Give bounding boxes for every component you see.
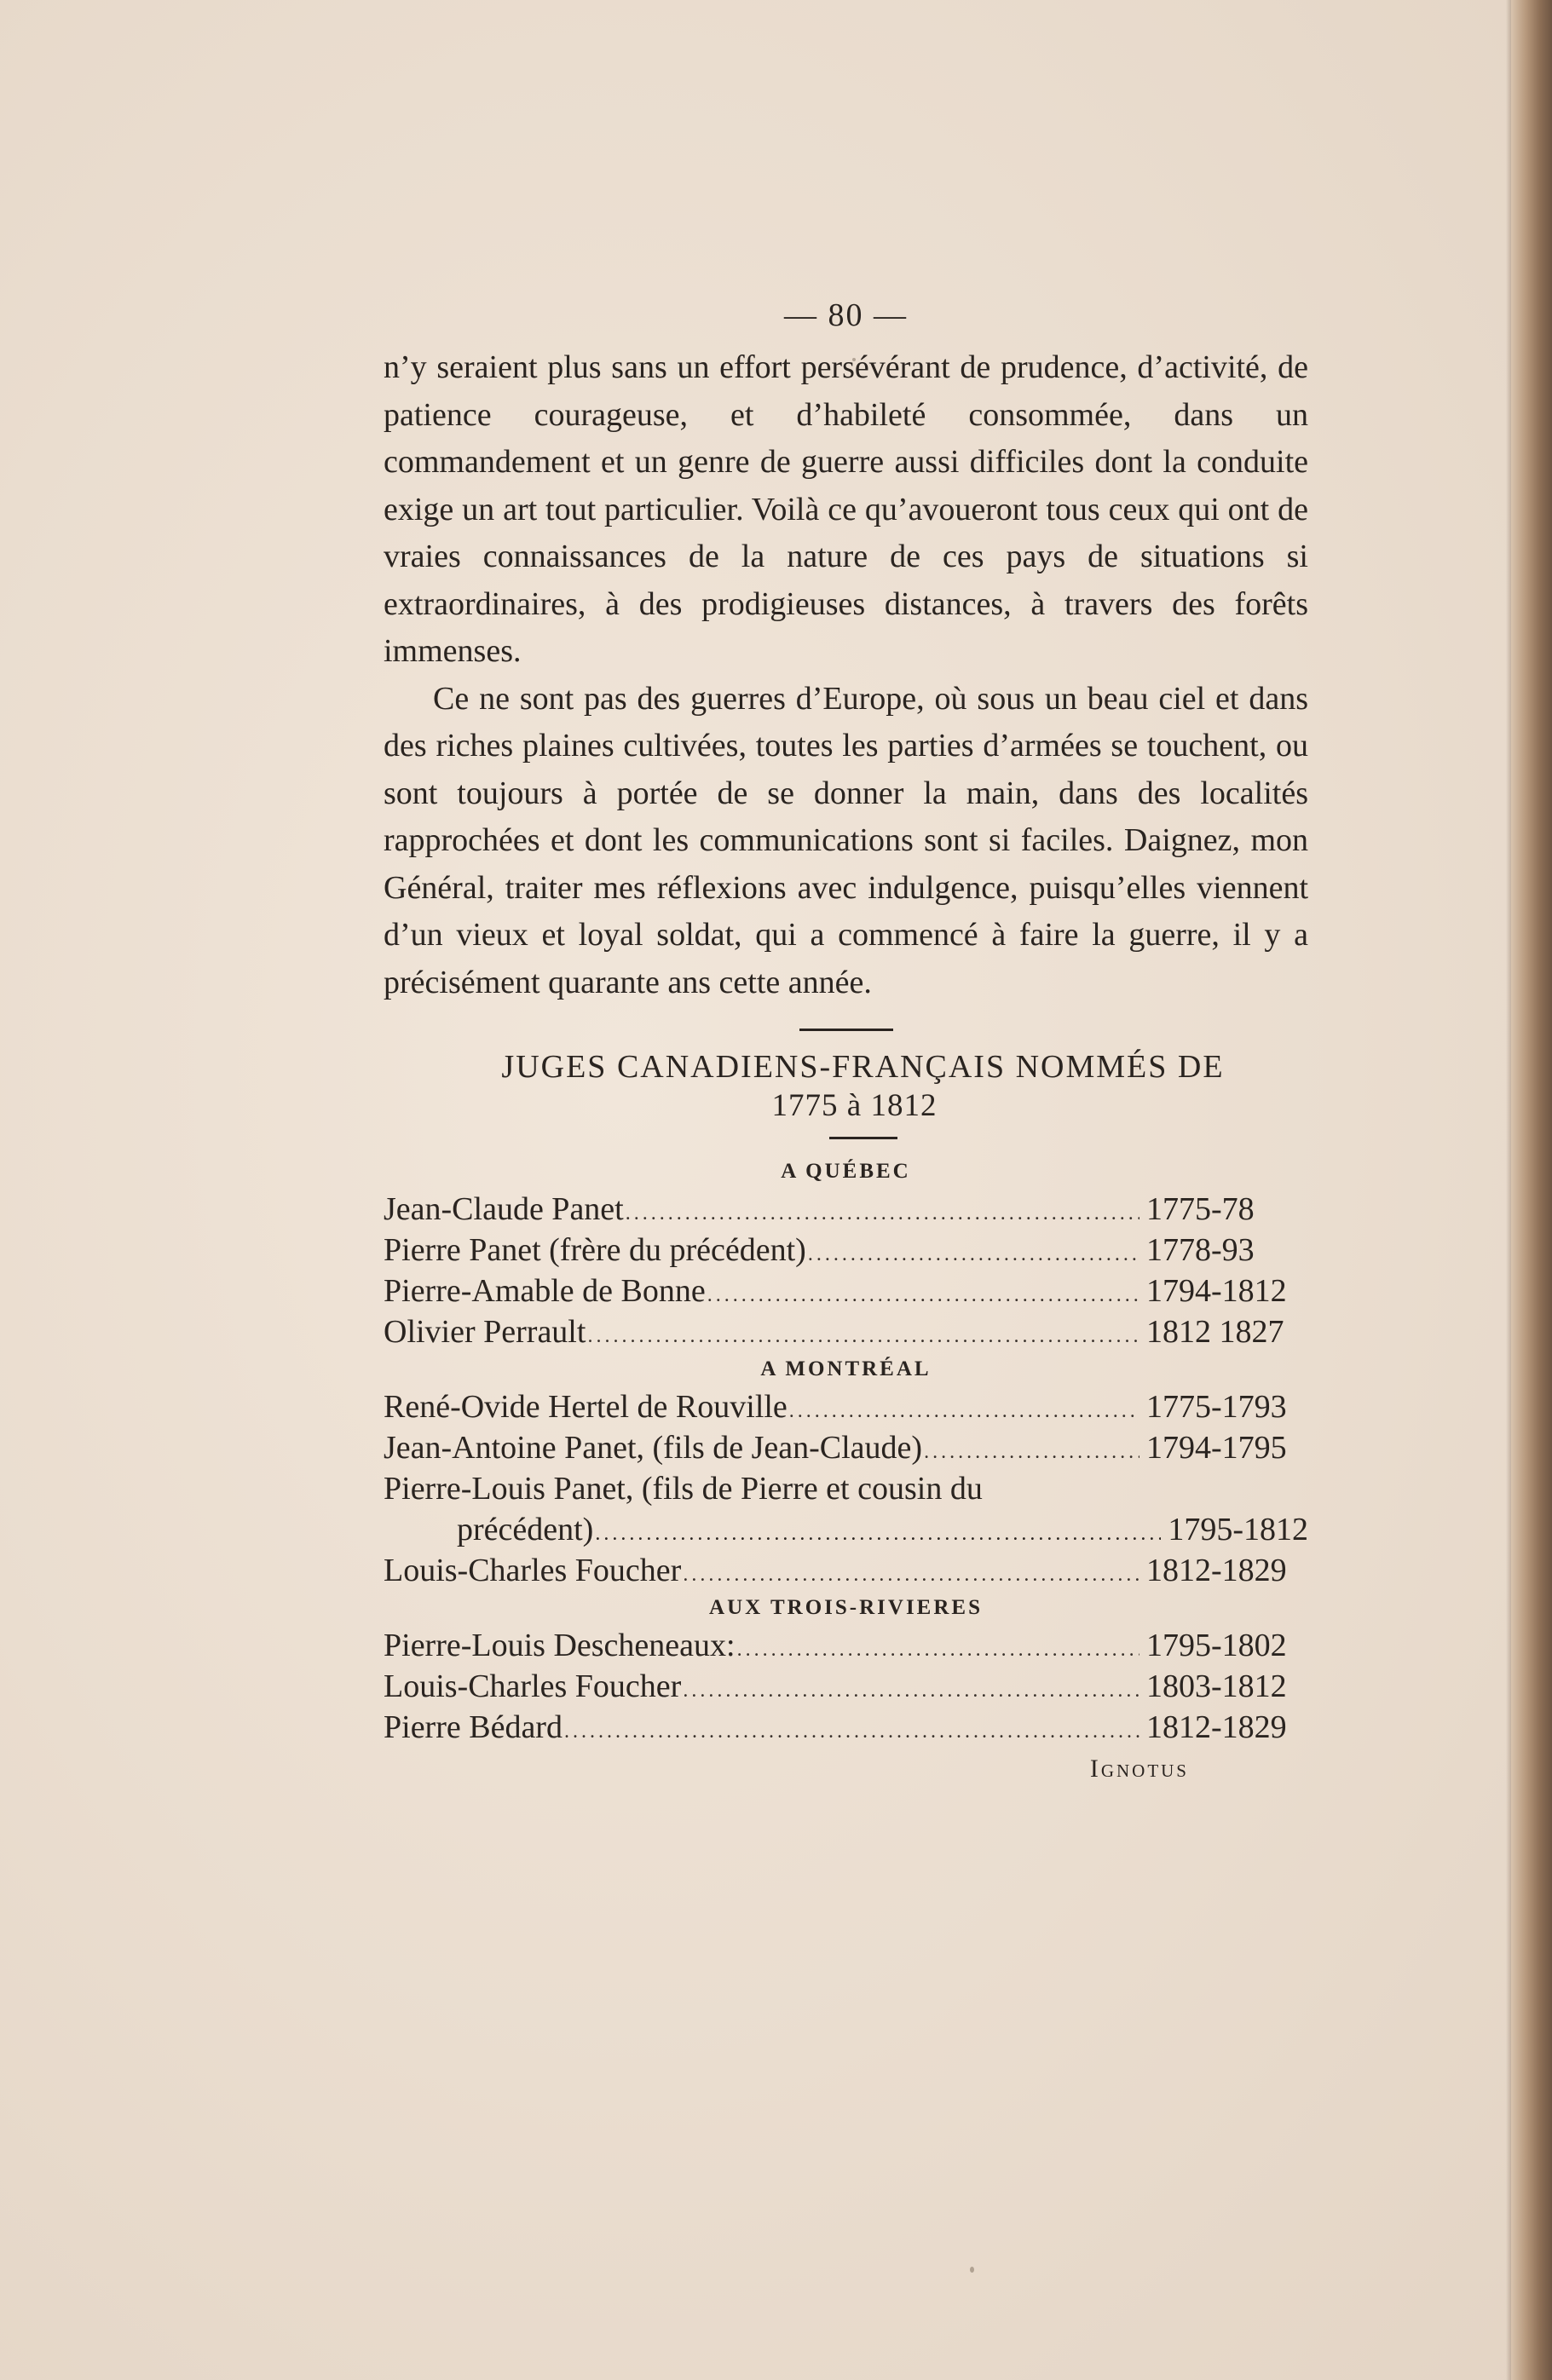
judge-entry <box>384 1625 1308 1666</box>
judge-name: Pierre-Louis Descheneaux: <box>384 1628 736 1663</box>
leader-dots <box>564 1711 1139 1752</box>
section-title-quebec: A QUÉBEC <box>781 1160 911 1183</box>
judge-years: 1812-1829 <box>1146 1709 1287 1745</box>
list-subheading: 1775 à 1812 <box>771 1088 938 1123</box>
judge-entry <box>384 1189 1308 1230</box>
judge-years: 1812-1829 <box>1146 1553 1287 1588</box>
judge-name: Louis-Charles Foucher <box>384 1553 682 1588</box>
judge-years: 1794-1795 <box>1146 1430 1287 1466</box>
author-signature: Ignotus <box>1089 1755 1189 1783</box>
judge-entry-continuation <box>384 1509 1308 1550</box>
judge-entry <box>384 1386 1308 1427</box>
leader-dots <box>587 1316 1139 1357</box>
judge-entry <box>384 1311 1308 1352</box>
judge-years: 1795-1802 <box>1146 1628 1287 1663</box>
judge-name: Olivier Perrault <box>384 1314 586 1350</box>
leader-dots <box>924 1432 1139 1472</box>
body-paragraph: Ce ne sont pas des guerres d’Europe, où sous un beau ciel et dans des riches plaines cultivées, toutes les parties d’armées se touchent, ou sont toujours à portée de se donner la main, dans des localités rapprochées et dont les communications sont si faciles. Daignez, mon Général, traiter mes réflexions avec indulgence, puisqu’elles viennent d’un vieux et loyal soldat, qui a commencé à faire la guerre, il y a précisément quarante ans cette année. <box>384 680 1308 1000</box>
leader-dots <box>683 1554 1139 1595</box>
judge-years: 1778-93 <box>1146 1232 1255 1268</box>
judge-name: René-Ovide Hertel de Rouville <box>384 1389 788 1425</box>
judge-name: Jean-Claude Panet <box>384 1191 624 1227</box>
leader-dots <box>707 1275 1139 1316</box>
section-title-montreal: A MONTRÉAL <box>760 1357 932 1380</box>
judge-name: Pierre-Amable de Bonne <box>384 1273 706 1309</box>
leader-dots <box>626 1193 1139 1234</box>
judge-years: 1795-1812 <box>1168 1512 1308 1547</box>
leader-dots <box>595 1513 1161 1554</box>
section-divider <box>799 1029 893 1031</box>
judge-entry <box>384 1707 1308 1748</box>
judge-entry <box>384 1427 1308 1468</box>
judge-years: 1775-1793 <box>1146 1389 1287 1425</box>
judge-name-continuation: précédent) <box>457 1512 594 1547</box>
judge-name: Pierre-Louis Panet, (fils de Pierre et cousin du <box>384 1471 983 1507</box>
judge-entry-first-line <box>384 1468 1308 1509</box>
judge-entry <box>384 1230 1308 1271</box>
judge-entry <box>384 1666 1308 1707</box>
page-content <box>384 290 1308 1784</box>
leader-dots <box>808 1234 1139 1275</box>
heading-divider <box>829 1137 897 1139</box>
judge-entry <box>384 1550 1308 1591</box>
judge-name: Pierre Panet (frère du précédent) <box>384 1232 806 1268</box>
leader-dots <box>789 1391 1139 1432</box>
judge-name: Pierre Bédard <box>384 1709 563 1745</box>
judge-name: Jean-Antoine Panet, (fils de Jean-Claude) <box>384 1430 923 1466</box>
judge-entry <box>384 1271 1308 1311</box>
judge-years: 1794-1812 <box>1146 1273 1287 1309</box>
section-title-trois-rivieres: AUX TROIS-RIVIERES <box>709 1596 983 1619</box>
leader-dots <box>683 1670 1139 1711</box>
book-binding-edge <box>1511 0 1552 2380</box>
page-number: — 80 — <box>784 297 908 333</box>
leader-dots <box>737 1629 1139 1670</box>
judge-years: 1812 1827 <box>1146 1314 1284 1350</box>
judge-name: Louis-Charles Foucher <box>384 1668 682 1704</box>
judge-years: 1775-78 <box>1146 1191 1255 1227</box>
body-paragraph: n’y seraient plus sans un effort persévérant de prudence, d’activité, de patience courageuse, et d’habileté consommée, dans un commandement et un genre de guerre aussi difficiles dont la conduite exige un art tout particulier. Voilà ce qu’avoueront tous ceux qui ont de vraies connaissances de la nature de ces pays de situations si extraordinaires, à des prodigieuses distances, à travers des forêts immenses. <box>384 349 1308 669</box>
list-heading: JUGES CANADIENS-FRANÇAIS NOMMÉS DE <box>501 1049 1225 1085</box>
judge-years: 1803-1812 <box>1146 1668 1287 1704</box>
paper-speck <box>970 2267 974 2273</box>
